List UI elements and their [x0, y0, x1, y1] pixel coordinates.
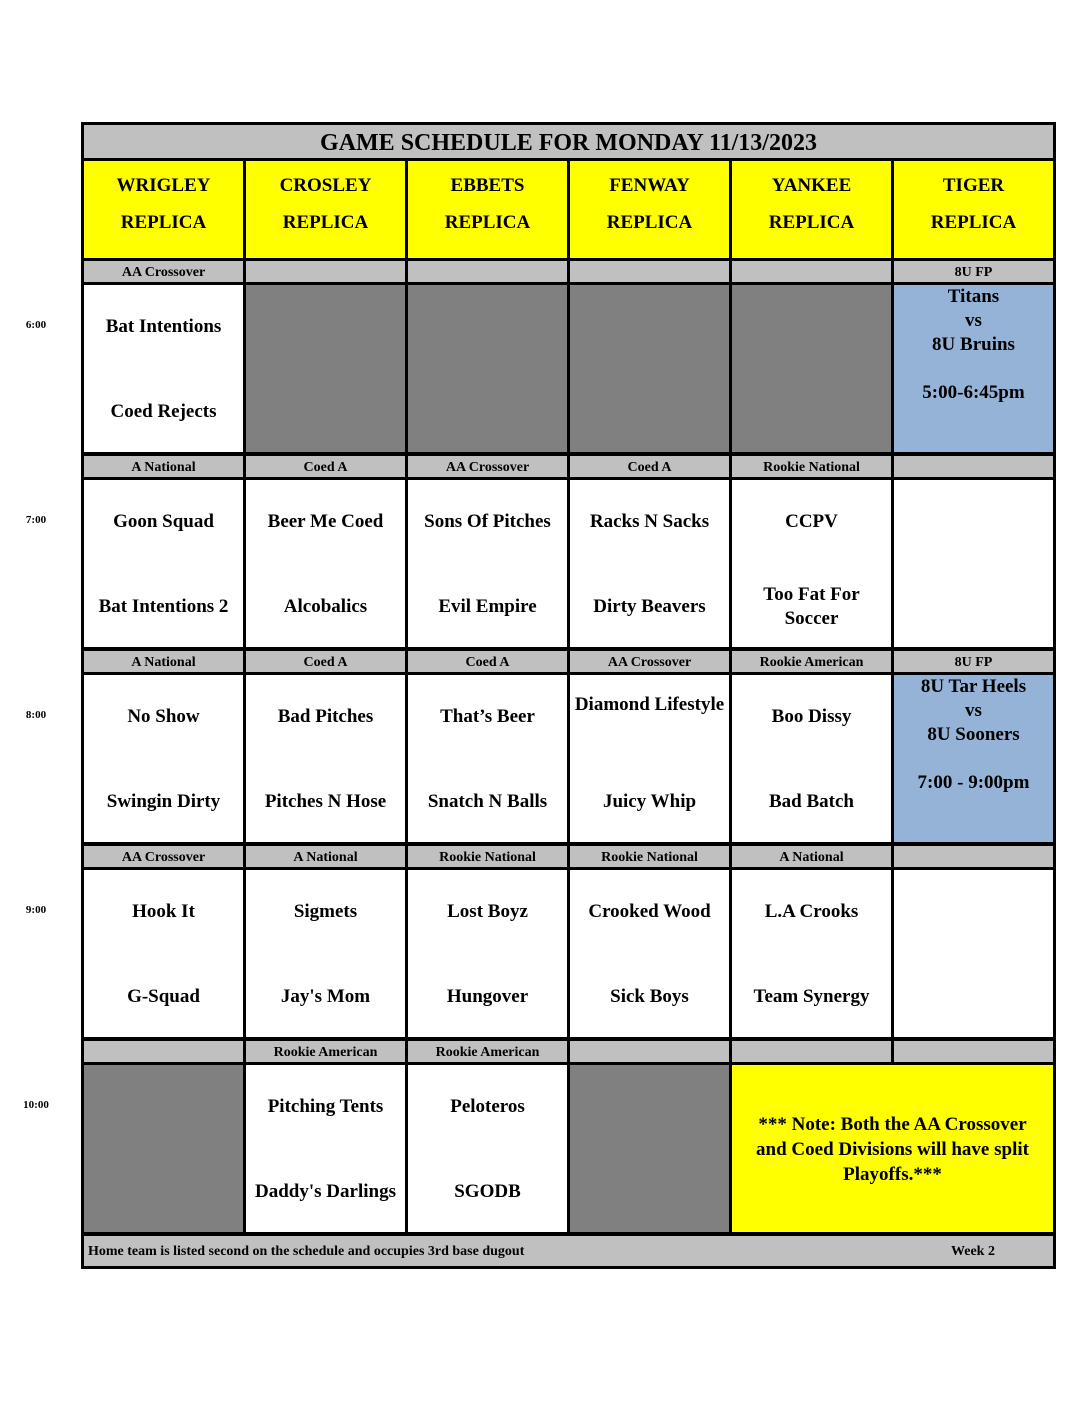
- venue-name: EBBETS: [450, 175, 525, 196]
- venue-header: [246, 161, 405, 258]
- home-team: Bad Batch: [769, 791, 854, 812]
- home-team: Pitches N Hose: [264, 791, 387, 812]
- away-team: Peloteros: [450, 1096, 525, 1117]
- special-game-line: 8U Sooners: [927, 724, 1020, 745]
- away-team: Beer Me Coed: [267, 511, 384, 532]
- division-label: A National: [732, 846, 891, 867]
- division-label: [894, 1041, 1053, 1062]
- division-label: [570, 261, 729, 282]
- game-cell: [570, 870, 729, 1037]
- division-label: Rookie American: [732, 651, 891, 672]
- division-label: AA Crossover: [408, 456, 567, 477]
- game-cell: [246, 480, 405, 647]
- week-label: Week 2: [951, 1244, 995, 1259]
- schedule-footer: [84, 1236, 1053, 1266]
- away-team: Bad Pitches: [277, 706, 374, 727]
- venue-name: CROSLEY: [279, 175, 372, 196]
- division-label: [408, 261, 567, 282]
- home-team: Snatch N Balls: [427, 791, 548, 812]
- time-column: [0, 0, 82, 1408]
- division-label: Rookie American: [408, 1041, 567, 1062]
- game-cell: [84, 480, 243, 647]
- division-label: [894, 846, 1053, 867]
- game-cell: [894, 870, 1053, 1037]
- home-team: Evil Empire: [438, 596, 537, 617]
- game-cell: [408, 870, 567, 1037]
- time-label: 9:00: [25, 904, 47, 916]
- home-team: Hungover: [446, 986, 529, 1007]
- time-label: 10:00: [23, 1099, 49, 1111]
- division-label: AA Crossover: [84, 261, 243, 282]
- division-label: A National: [84, 651, 243, 672]
- time-label: 8:00: [25, 709, 47, 721]
- division-label: Coed A: [246, 456, 405, 477]
- away-team: Bat Intentions: [105, 316, 222, 337]
- home-team: Swingin Dirty: [106, 791, 221, 812]
- home-team: Alcobalics: [283, 596, 368, 617]
- playoff-note: [732, 1065, 1053, 1232]
- away-team: Lost Boyz: [447, 901, 528, 922]
- game-cell: [84, 285, 243, 452]
- special-game-line: 8U Tar Heels: [920, 676, 1027, 697]
- home-team: Coed Rejects: [110, 401, 217, 422]
- division-label: [732, 261, 891, 282]
- division-label: Coed A: [408, 651, 567, 672]
- home-team: Dirty Beavers: [593, 596, 706, 617]
- division-label: [570, 1041, 729, 1062]
- venue-subtitle: REPLICA: [930, 212, 1017, 233]
- division-label: AA Crossover: [84, 846, 243, 867]
- away-team: Pitching Tents: [267, 1096, 384, 1117]
- home-team: Team Synergy: [753, 986, 870, 1007]
- special-game-line: vs: [965, 700, 982, 721]
- schedule-table: [81, 122, 1056, 1269]
- venue-subtitle: REPLICA: [444, 212, 531, 233]
- home-team: Juicy Whip: [602, 791, 697, 812]
- venue-subtitle: REPLICA: [282, 212, 369, 233]
- away-team: Diamond Lifestyle: [574, 694, 725, 715]
- venue-name: WRIGLEY: [116, 175, 211, 196]
- game-cell: [246, 870, 405, 1037]
- division-label: Rookie American: [246, 1041, 405, 1062]
- division-label: 8U FP: [894, 651, 1053, 672]
- venue-header: [84, 161, 243, 258]
- division-label: A National: [84, 456, 243, 477]
- special-game-line: Titans: [947, 286, 1000, 307]
- empty-field-cell: [570, 285, 729, 452]
- division-label: A National: [246, 846, 405, 867]
- division-label: Rookie National: [408, 846, 567, 867]
- game-cell: [408, 480, 567, 647]
- away-team: Racks N Sacks: [589, 511, 710, 532]
- venue-subtitle: REPLICA: [768, 212, 855, 233]
- special-game-line: 7:00 - 9:00pm: [917, 772, 1030, 793]
- special-game-line: 5:00-6:45pm: [922, 382, 1025, 403]
- away-team: Sons Of Pitches: [424, 511, 551, 532]
- home-team: Jay's Mom: [280, 986, 371, 1007]
- playoff-note-text: *** Note: Both the AA Crossover and Coed Divisions will have split Playoffs.***: [756, 1114, 1029, 1185]
- home-team: G-Squad: [127, 986, 200, 1007]
- away-team: Sigmets: [293, 901, 358, 922]
- venue-header: [732, 161, 891, 258]
- division-label: AA Crossover: [570, 651, 729, 672]
- special-game-cell: [894, 285, 1053, 452]
- venue-name: TIGER: [942, 175, 1005, 196]
- away-team: That’s Beer: [440, 706, 535, 727]
- home-team: Daddy's Darlings: [255, 1181, 396, 1202]
- home-team: Bat Intentions 2: [98, 596, 229, 617]
- home-team: Sick Boys: [610, 986, 689, 1007]
- empty-field-cell: [570, 1065, 729, 1232]
- special-game-line: 8U Bruins: [932, 334, 1015, 355]
- game-cell: [84, 870, 243, 1037]
- away-team: L.A Crooks: [764, 901, 859, 922]
- venue-name: FENWAY: [609, 175, 690, 196]
- game-cell: [732, 870, 891, 1037]
- game-cell: [84, 675, 243, 842]
- game-cell: [732, 675, 891, 842]
- away-team: Crooked Wood: [588, 901, 711, 922]
- footer-note: Home team is listed second on the schedule and occupies 3rd base dugout: [88, 1244, 525, 1259]
- away-team: No Show: [127, 706, 200, 727]
- division-label: 8U FP: [894, 261, 1053, 282]
- venue-header: [408, 161, 567, 258]
- home-team: Too Fat For Soccer: [763, 584, 860, 629]
- time-label: 7:00: [25, 514, 47, 526]
- venue-subtitle: REPLICA: [606, 212, 693, 233]
- game-cell: [570, 675, 729, 842]
- away-team: Goon Squad: [113, 511, 214, 532]
- division-label: Rookie National: [570, 846, 729, 867]
- empty-field-cell: [732, 285, 891, 452]
- division-label: Coed A: [570, 456, 729, 477]
- away-team: CCPV: [785, 511, 838, 532]
- special-game-line: vs: [965, 310, 982, 331]
- game-cell: [570, 480, 729, 647]
- division-label: [894, 456, 1053, 477]
- venue-name: YANKEE: [771, 175, 852, 196]
- game-cell: [408, 1065, 567, 1232]
- division-label: Coed A: [246, 651, 405, 672]
- venue-subtitle: REPLICA: [120, 212, 207, 233]
- schedule-title: GAME SCHEDULE FOR MONDAY 11/13/2023: [84, 125, 1053, 158]
- game-cell: [732, 480, 891, 647]
- empty-field-cell: [84, 1065, 243, 1232]
- time-label: 6:00: [25, 319, 47, 331]
- game-cell: [246, 675, 405, 842]
- venue-header: [570, 161, 729, 258]
- special-game-cell: [894, 675, 1053, 842]
- game-cell: [246, 1065, 405, 1232]
- away-team: Hook It: [132, 901, 195, 922]
- home-team: SGODB: [454, 1181, 521, 1202]
- empty-field-cell: [246, 285, 405, 452]
- division-label: [732, 1041, 891, 1062]
- venue-header: [894, 161, 1053, 258]
- empty-field-cell: [408, 285, 567, 452]
- away-team: Boo Dissy: [771, 706, 852, 727]
- division-label: Rookie National: [732, 456, 891, 477]
- game-cell: [894, 480, 1053, 647]
- game-cell: [408, 675, 567, 842]
- division-label: [246, 261, 405, 282]
- division-label: [84, 1041, 243, 1062]
